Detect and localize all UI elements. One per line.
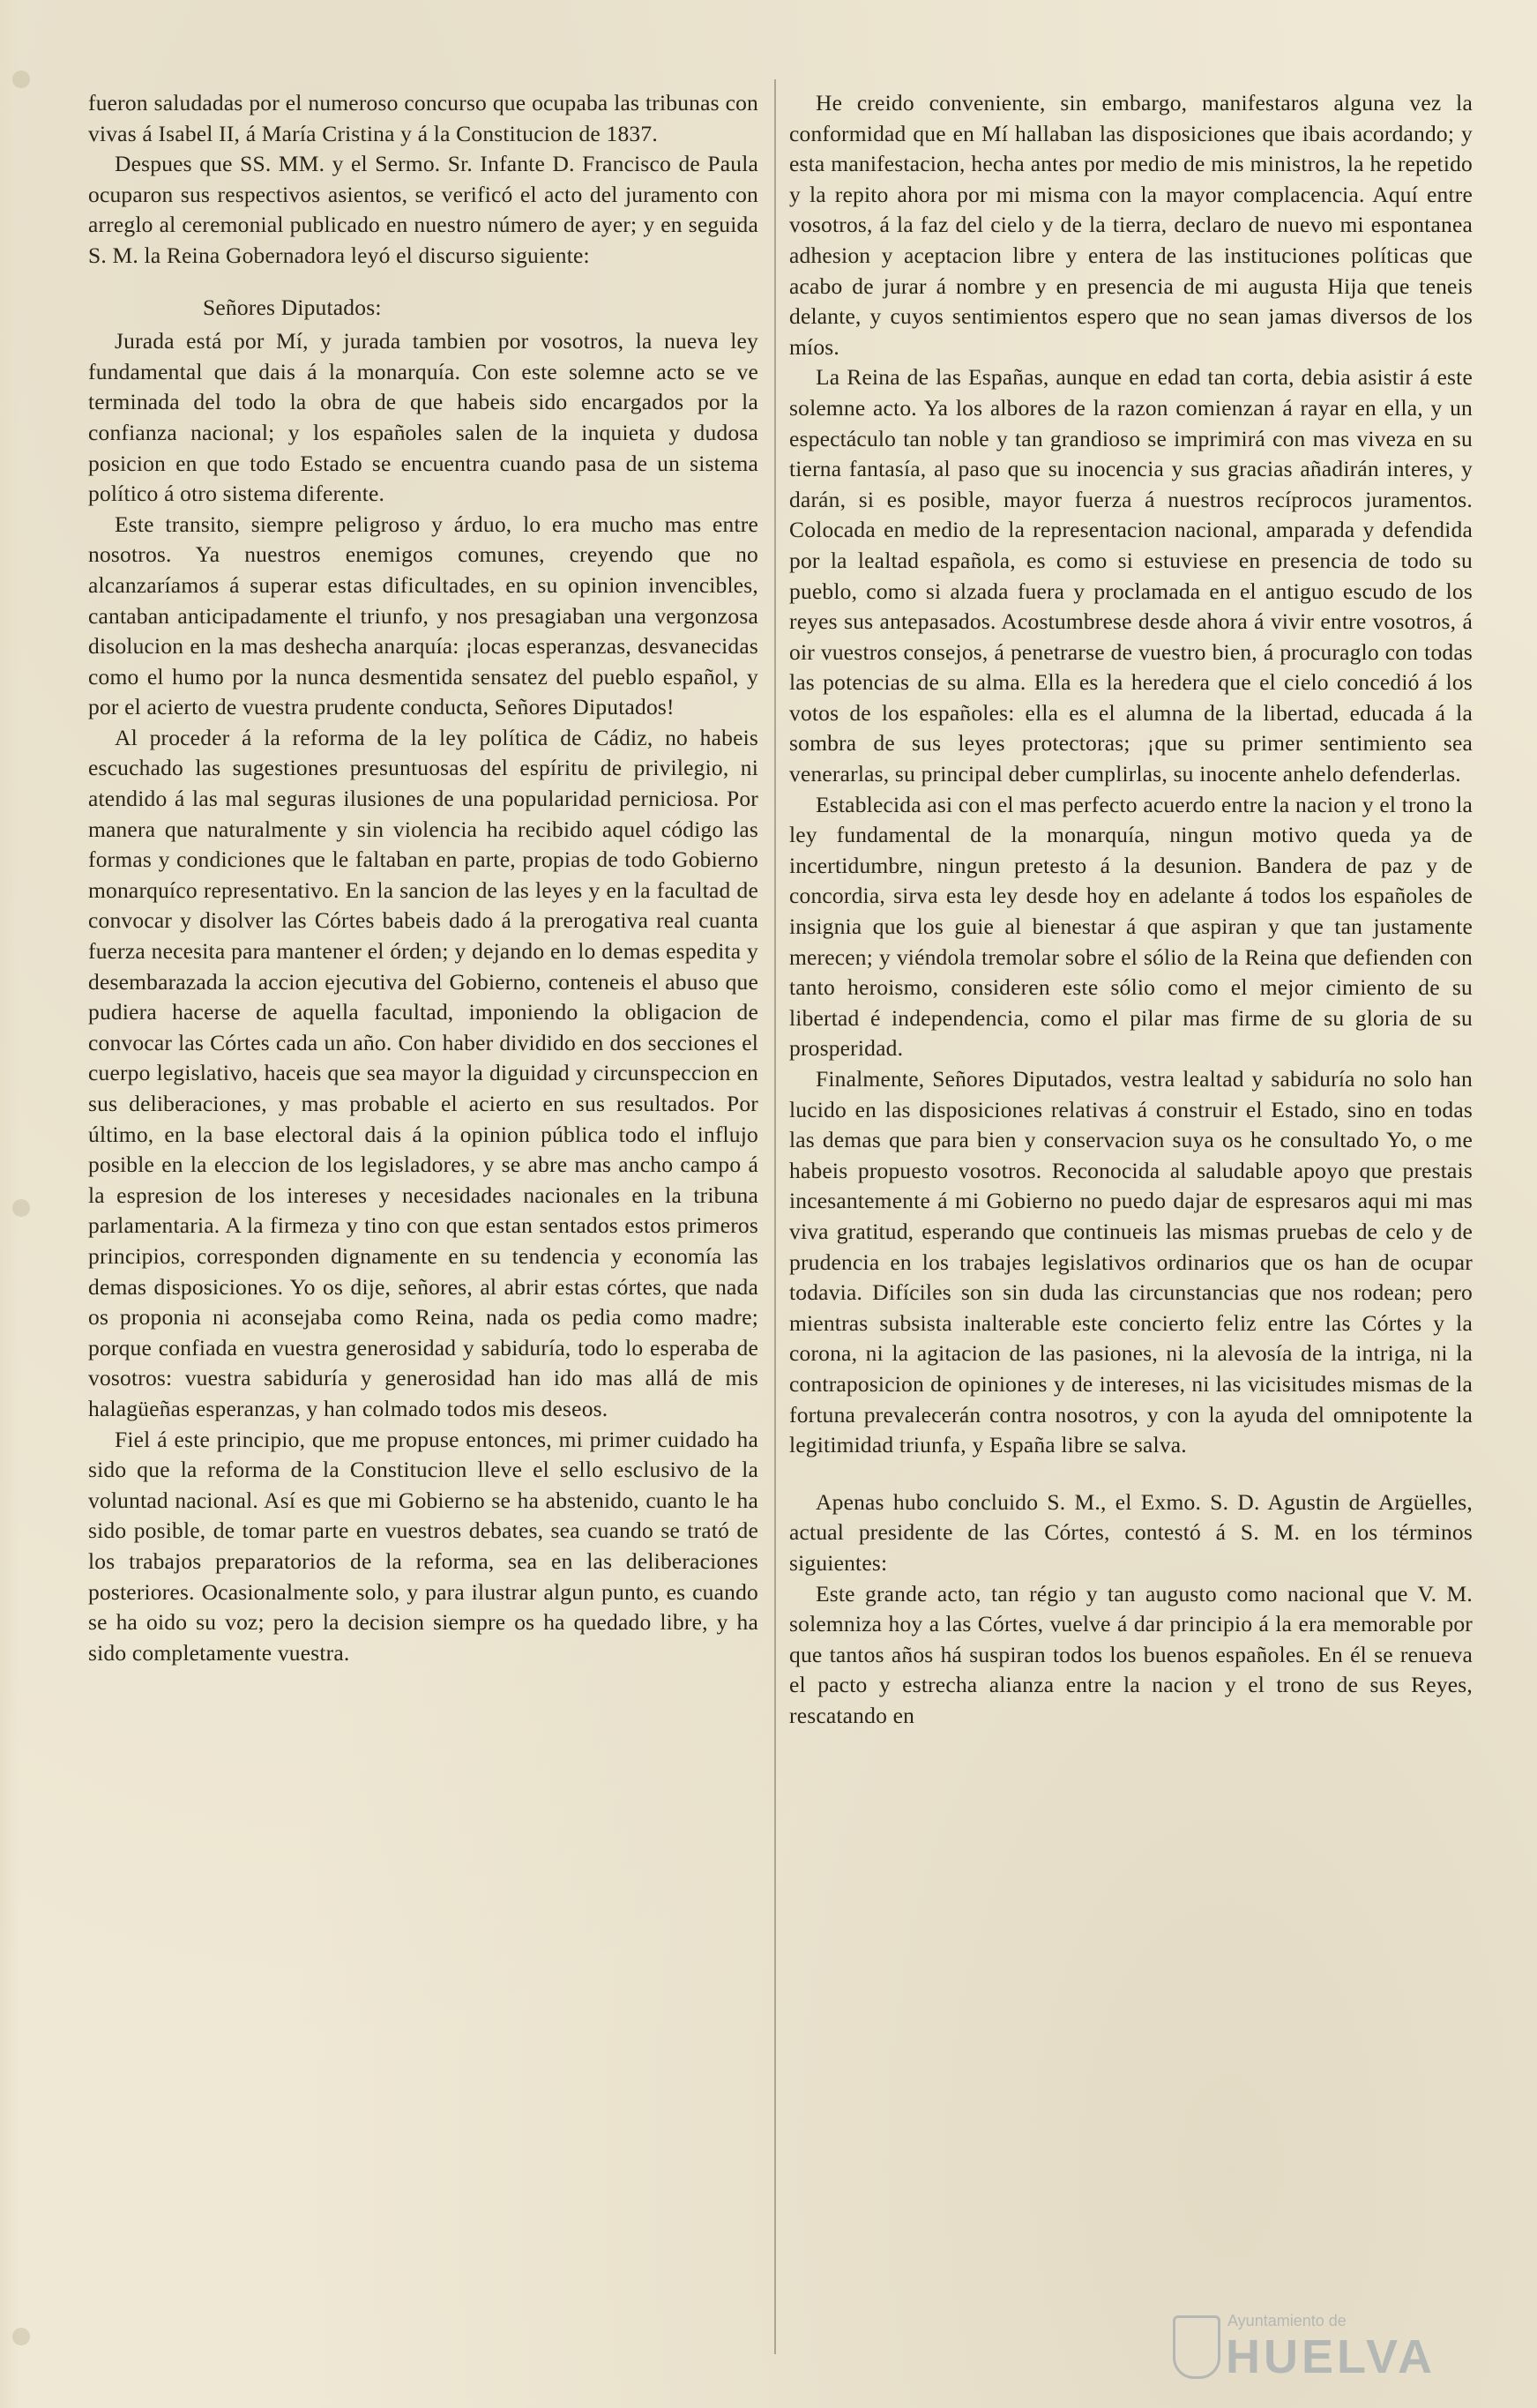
left-column — [88, 88, 758, 2345]
binding-hole — [12, 2328, 30, 2345]
shield-icon — [1173, 2315, 1220, 2379]
archive-watermark — [1173, 2310, 1477, 2398]
column-divider — [774, 79, 776, 2354]
paragraph: Este grande acto, tan régio y tan augusto como nacional que V. M. solemniza hoy a las Córtes, vuelve á dar principio á la era memorable por que tantos años há suspiran todos los buenos españoles. En él se renueva el pacto y estrecha alianza entre la nacion y el trono de sus Reyes, rescatando en — [789, 1580, 1473, 1728]
paragraph: Apenas hubo concluido S. M., el Exmo. S. D. Agustin de Argüelles, actual presidente de las Córtes, contestó á S. M. en los términos siguientes: — [789, 1488, 1473, 1576]
paragraph: Despues que SS. MM. y el Sermo. Sr. Infante D. Francisco de Paula ocuparon sus respectivos asientos, se verificó el acto del juramento con arreglo al ceremonial publicado en nuestro número de ayer; y en seguida S. M. la Reina Gobernadora leyó el discurso siguiente: — [88, 151, 758, 268]
paragraph: Al proceder á la reforma de la ley política de Cádiz, no habeis escuchado las sugestiones presuntuosas del espíritu de privilegio, ni atendido á las mal seguras ilusiones de una popularidad perniciosa. Por manera que naturalmente y sin violencia ha recibido aquel código las formas y condiciones que le faltaban en parte, propias de todo Gobierno monarquíco representativo. En la sancion de las leyes y en la facultad de convocar y disolver las Córtes babeis dado á la prerogativa real cuanta fuerza necesita para mantener el órden; y dejando en lo demas espedita y desembarazada la accion ejecutiva del Gobierno, conteneis el abuso que pudiera hacerse de aquella facultad, imponiendo la obligacion de convocar las Córtes cada un año. Con haber dividido en dos secciones el cuerpo legislativo, haceis que sea mayor la diguidad y circunspeccion en sus deliberaciones, y mas probable el acierto en sus resultados. Por último, en la base electoral dais á la opinion pública todo el influjo posible en la eleccion de los legisladores, y se abre mas ancho campo á la espresion de los intereses y necesidades nacionales en la tribuna parlamentaria. A la firmeza y tino con que estan sentados estos primeros principios, corresponden dignamente en su tendencia y economía las demas disposiciones. Yo os dije, señores, al abrir estas córtes, que nada os proponia ni aconsejaba como Reina, nada os pedia como madre; porque confiada en vuestra generosidad y sabiduría, todo lo esperaba de vosotros: vuestra sabiduría y generosidad han ido mas allá de mis halagüeñas esperanzas, y han colmado todos mis deseos. — [88, 724, 758, 1421]
paragraph: Establecida asi con el mas perfecto acuerdo entre la nacion y el trono la ley fundamental de la monarquía, ningun motivo queda ya de incertidumbre, ningun pretesto á la desunion. Bandera de paz y de concordia, sirva esta ley desde hoy en adelante á todos los españoles de insignia que los guie al bienestar á que aspiran y que tan justamente merecen; y viéndola tremolar sobre el sólio de la Reina que defienden con tanto heroismo, consideren este sólio como el mejor cimiento de su libertad é independencia, como el pilar mas firme de su gloria de su prosperidad. — [789, 791, 1473, 1062]
paragraph: He creido conveniente, sin embargo, manifestaros alguna vez la conformidad que en Mí hallaban las disposiciones que ibais acordando; y esta manifestacion, hecha antes por medio de mis ministros, la he repetido y la repito ahora por mi misma con la mayor complacencia. Aquí entre vosotros, á la faz del cielo y de la tierra, declaro de nuevo mi espontanea adhesion y aceptacion libre y entera de las instituciones políticas que acabo de jurar á nombre y en presencia de mi augusta Hija que teneis delante, y cuyos sentimientos espero que no sean jamas diversos de los míos. — [789, 90, 1473, 360]
watermark-title: HUELVA — [1226, 2330, 1436, 2383]
binding-hole — [12, 1199, 30, 1217]
salutation: Señores Diputados: — [203, 294, 382, 320]
paragraph: Finalmente, Señores Diputados, vestra lealtad y sabiduría no solo han lucido en las disposiciones relativas á construir el Estado, sino en todas las demas que para bien y conservacion suya os he consultado Yo, o me habeis propuesto vosotros. Reconocida al saludable apoyo que prestais incesantemente á mi Gobierno no puedo dajar de espresaros aqui mi mas viva gratitud, esperando que continueis las mismas pruebas de celo y de prudencia en los trabajes legislativos ordinarios que os han de ocupar todavia. Difíciles son sin duda las circunstancias que nos rodean; pero mientras subsista inalterable este concierto feliz entre las Córtes y la corona, ni la agitacion de las pasiones, ni la alevosía de la intriga, ni la contraposicion de opiniones y de intereses, ni las vicisitudes mismas de la fortuna prevalecerán contra nosotros, y con la ayuda del omnipotente la legitimidad triunfa, y España libre se salva. — [789, 1066, 1473, 1458]
paragraph: Este transito, siempre peligroso y árduo, lo era mucho mas entre nosotros. Ya nuestros enemigos comunes, creyendo que no alcanzaríamos á superar estas dificultades, en su opinion invencibles, cantaban anticipadamente el triunfo, y nos presagiaban una vergonzosa disolucion en la mas deshecha anarquía: ¡locas esperanzas, desvanecidas como el humo por la nunca desmentida sensatez del pueblo español, y por el acierto de vuestra prudente conducta, Señores Diputados! — [88, 511, 758, 720]
paragraph: La Reina de las Españas, aunque en edad tan corta, debia asistir á este solemne acto. Ya los albores de la razon comienzan á rayar en ella, y un espectáculo tan noble y tan grandioso se imprimirá con mas viveza en su tierna fantasía, al paso que su inocencia y sus gracias añadirán interes, y darán, si es posible, mayor fuerza á nuestros recíprocos juramentos. Colocada en medio de la representacion nacional, amparada y defendida por la lealtad española, es como si estuviese en presencia de todo su pueblo, como si alzada fuera y proclamada en el antiguo escudo de los reyes sus antepasados. Acostumbrese desde ahora á vivir entre vosotros, á oir vuestros consejos, á penetrarse de vuestro bien, á procuraglo con todas las potencias de su alma. Ella es la heredera que el cielo concedió á los votos de los españoles: ella es el alumna de la libertad, educada á la sombra de sus leyes protectoras; ¡que su primer sentimiento sea venerarlas, su principal deber cumplirlas, su inocente anhelo defenderlas. — [789, 364, 1473, 787]
paragraph: Fiel á este principio, que me propuse entonces, mi primer cuidado ha sido que la reforma de la Constitucion lleve el sello esclusivo de la voluntad nacional. Así es que mi Gobierno se ha abstenido, cuanto le ha sido posible, de tomar parte en vuestros debates, sea cuando se trató de los trabajos preparatorios de la reforma, sea en las deliberaciones posteriores. Ocasionalmente solo, y para ilustrar algun punto, es cuando se ha oido su voz; pero la decision siempre os ha quedado libre, y ha sido completamente vuestra. — [88, 1426, 758, 1666]
right-column — [789, 88, 1473, 2345]
paragraph: Jurada está por Mí, y jurada tambien por vosotros, la nueva ley fundamental que dais á la monarquía. Con este solemne acto se ve terminada del todo la obra de que habeis sido encargados por la confianza nacional; y los españoles salen de la inquieta y dudosa posicion en que todo Estado se encuentra cuando pasa de un sistema político á otro sistema diferente. — [88, 328, 758, 507]
watermark-subtitle: Ayuntamiento de — [1227, 2312, 1347, 2330]
binding-hole — [12, 71, 30, 88]
paragraph: fueron saludadas por el numeroso concurso que ocupaba las tribunas con vivas á Isabel II, á María Cristina y á la Constitucion de 1837. — [88, 90, 758, 146]
